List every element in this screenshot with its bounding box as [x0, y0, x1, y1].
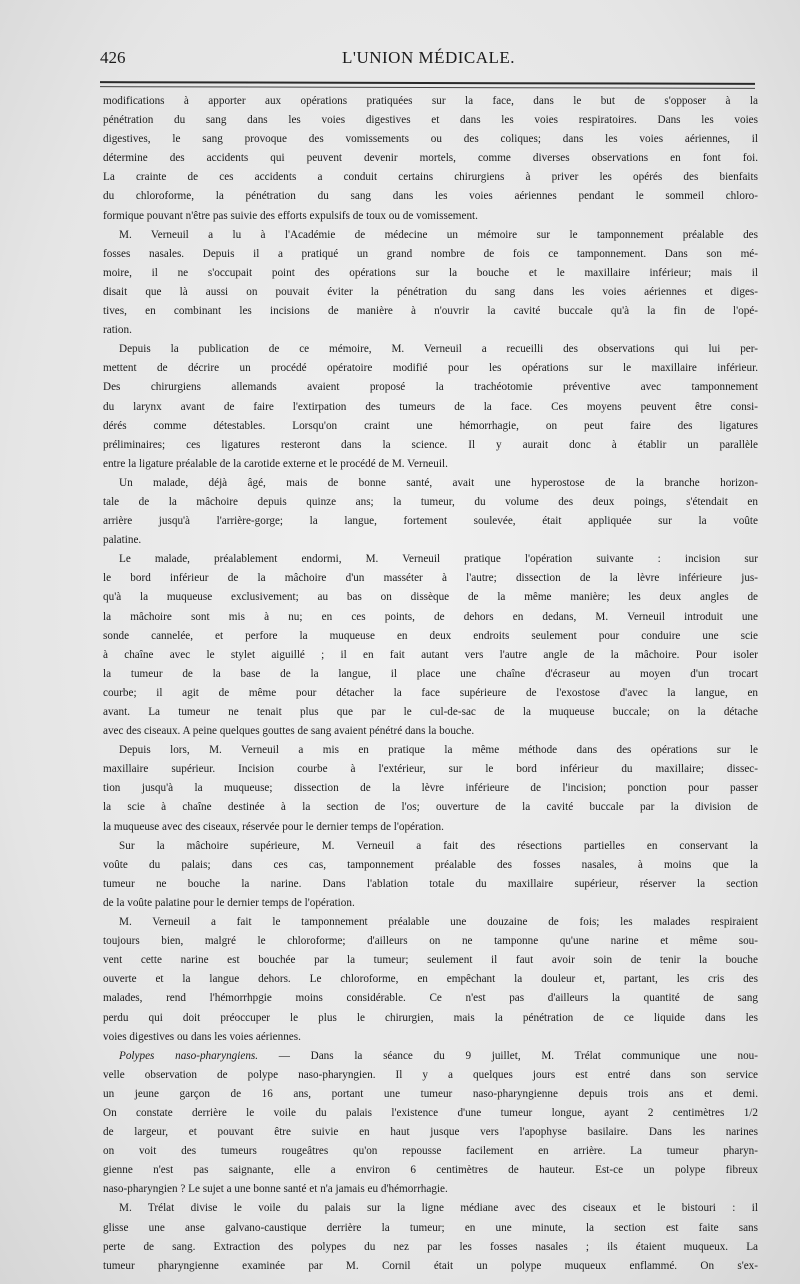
page-number: 426 [100, 48, 126, 67]
text-line [103, 1047, 758, 1066]
text-line [103, 302, 758, 321]
text-line [103, 531, 758, 550]
text-line [103, 1123, 758, 1142]
line-text: courbe; il agit de même pour détacher la face supérieure de l'exostose d'avec la langue, en [103, 686, 758, 699]
text-line [103, 359, 758, 378]
text-line [103, 1104, 758, 1123]
text-line [103, 684, 758, 703]
line-text: digestives, le sang provoque des vomissements ou des coliques; dans les voies aériennes, il [103, 133, 758, 146]
text-line [103, 837, 758, 856]
header-rule [100, 81, 755, 85]
text-line [103, 588, 758, 607]
line-text: M. Verneuil a fait le tamponnement préalable une douzaine de fois; les malades respiraient [119, 916, 758, 929]
text-line [103, 283, 758, 302]
line-text: formique pouvant n'être pas suivie des efforts expulsifs de toux ou de vomissement. [103, 209, 478, 222]
text-line [103, 1219, 758, 1238]
line-text: voûte du palais; dans ces cas, tamponnement préalable des fosses nasales, à moins que la [103, 858, 758, 871]
line-text: Des chirurgiens allemands avaient proposé la trachéotomie préventive avec tamponnement [103, 381, 758, 394]
text-line [103, 1009, 758, 1028]
text-line [103, 1028, 758, 1047]
text-line [103, 989, 758, 1008]
line-text: du chloroforme, la pénétration du sang dans les voies aériennes pendant le sommeil chloro- [103, 190, 758, 203]
line-text: ouverte et la langue dehors. Le chloroforme, en empêchant la douleur et, partant, les cris des [103, 973, 758, 986]
text-line [103, 455, 758, 474]
line-text: M. Trélat divise le voile du palais sur la ligne médiane avec des ciseaux et le bistouri : il [119, 1202, 758, 1215]
line-text: détermine des accidents qui peuvent devenir mortels, comme diverses observations en font foi. [103, 152, 758, 165]
line-text: Le malade, préalablement endormi, M. Verneuil pratique l'opération suivante : incision sur [119, 553, 758, 566]
text-line [103, 1238, 758, 1257]
line-text: palatine. [103, 534, 142, 547]
text-line [103, 207, 758, 226]
line-text: voies digestives ou dans les voies aériennes. [103, 1030, 301, 1043]
header-rule-thin [100, 86, 755, 89]
line-text: à chaîne avec le stylet aiguillé ; il en fait autant vers l'autre angle de la mâchoire. Pour isoler [103, 648, 758, 661]
text-line [103, 569, 758, 588]
line-text: du larynx avant de faire l'extirpation des tumeurs de la face. Ces moyens peuvent être consi- [103, 400, 758, 413]
line-text: tives, en combinant les incisions de manière à n'ouvrir la cavité buccale qu'à la fin de l'opé- [103, 305, 758, 318]
text-line [103, 1142, 758, 1161]
text-line [103, 321, 758, 340]
line-text: toujours bien, malgré le chloroforme; d'ailleurs on ne tamponne qu'une narine et même sou- [103, 935, 758, 948]
line-text: perdu qui doit préoccuper le plus le chirurgien, mais la pénétration de ce liquide dans les [103, 1011, 758, 1024]
line-text: Sur la mâchoire supérieure, M. Verneuil a fait des résections partielles en conservant la [119, 839, 758, 852]
line-text: la muqueuse avec des ciseaux, réservée pour le dernier temps de l'opération. [103, 820, 444, 833]
text-line [103, 168, 758, 187]
text-line [103, 665, 758, 684]
line-text: mettent de décrire un procédé opératoire modifié pour les opérations sur le maxillaire inférieur. [103, 362, 758, 375]
line-text: arrière jusqu'à l'arrière-gorge; la langue, fortement soulevée, était appliquée sur la voûte [103, 515, 758, 528]
text-line [103, 378, 758, 397]
text-line [103, 130, 758, 149]
text-line [103, 1085, 758, 1104]
line-text: M. Verneuil a lu à l'Académie de médecine un mémoire sur le tamponnement préalable des [119, 228, 758, 241]
text-line [103, 512, 758, 531]
line-text: on voit des tumeurs rougeâtres qu'on repousse facilement en arrière. La tumeur pharyn- [103, 1145, 758, 1158]
line-text: qu'à la muqueuse exclusivement; au bas on dissèque de la même manière; les deux angles de [103, 591, 758, 604]
line-text: Un malade, déjà âgé, mais de bonne santé, avait une hyperostose de la branche horizon- [119, 476, 758, 489]
line-text: tumeur ne bouche la narine. Dans l'ablation totale du maxillaire supérieur, réserver la section [103, 877, 758, 890]
text-line [103, 1066, 758, 1085]
line-text: pénétration du sang dans les voies digestives et dans les voies respiratoires. Dans les voies [103, 114, 758, 127]
body-text [103, 92, 758, 1276]
line-text: dérés comme détestables. Lorsqu'on craint une hémorrhagie, on peut faire des ligatures [103, 419, 758, 432]
text-line [103, 340, 758, 359]
line-text: On constate derrière le voile du palais l'existence d'une tumeur longue, ayant 2 centimètres 1/2 [103, 1106, 758, 1119]
line-text: avant. La tumeur ne tenait plus que par le cul-de-sac de la muqueuse buccale; on la détache [103, 706, 758, 718]
text-line [103, 474, 758, 493]
line-text: la mâchoire sont mis à nu; en ces points, de dehors en dedans, M. Verneuil introduit une [103, 610, 758, 623]
text-line [103, 187, 758, 206]
line-text: Depuis lors, M. Verneuil a mis en pratique la même méthode dans des opérations sur le [119, 744, 758, 757]
text-line [103, 245, 758, 264]
text-line [103, 1161, 758, 1180]
section-heading: Polypes naso-pharyngiens. [119, 1049, 259, 1062]
text-line [103, 798, 758, 817]
text-line [103, 149, 758, 168]
text-line [103, 398, 758, 417]
text-line [103, 856, 758, 875]
line-text: un jeune garçon de 16 ans, portant une tumeur naso-pharyngienne depuis trois ans et demi. [103, 1087, 758, 1100]
line-text: moire, il ne s'occupait point des opérations sur la bouche et le maxillaire inférieur; mais il [103, 266, 758, 279]
text-line [103, 493, 758, 512]
text-line [103, 226, 758, 245]
line-text: maxillaire supérieur. Incision courbe à l'extérieur, sur le bord inférieur du maxillaire; dissec- [103, 763, 758, 776]
line-text: préliminaires; ces ligatures resteront dans la science. Il y aurait donc à établir un parallèle [103, 438, 758, 451]
text-line [103, 779, 758, 798]
line-text: modifications à apporter aux opérations pratiquées sur la face, dans le but de s'opposer à la [103, 95, 758, 107]
text-line [103, 264, 758, 283]
line-text: Depuis la publication de ce mémoire, M. Verneuil a recueilli des observations qui lui per- [119, 343, 758, 356]
text-line [103, 741, 758, 760]
text-line [103, 818, 758, 837]
text-line [103, 1257, 758, 1276]
line-text: tumeur pharyngienne examinée par M. Cornil était un polype muqueux enflammé. On s'ex- [103, 1259, 758, 1272]
line-text: vent cette narine est bouchée par la tumeur; seulement il faut avoir soin de tenir la bouche [103, 954, 758, 967]
line-text: gienne n'est pas saignante, elle a environ 6 centimètres de hauteur. Est-ce un polype fibreux [103, 1164, 758, 1177]
text-line [103, 932, 758, 951]
line-text: le bord inférieur de la mâchoire d'un masséter à l'autre; dissection de la lèvre inférieure jus- [103, 572, 758, 585]
line-text: la scie à chaîne destinée à la section de l'os; ouverture de la cavité buccale par la division de [103, 801, 758, 814]
text-line [103, 111, 758, 130]
text-line [103, 608, 758, 627]
text-line [103, 1180, 758, 1199]
running-title: L'UNION MÉDICALE. [342, 48, 516, 67]
line-text: de largeur, et pouvant être suivie en haut jusque vers l'apophyse basilaire. Dans les narines [103, 1126, 758, 1139]
line-text: tion jusqu'à la muqueuse; dissection de la lèvre inférieure de l'incision; ponction pour passer [103, 782, 758, 795]
line-text: de la voûte palatine pour le dernier temps de l'opération. [103, 896, 355, 909]
line-text: sonde cannelée, et perfore la muqueuse en deux endroits seulement pour conduire une scie [103, 629, 758, 642]
line-text: disait que là aussi on pouvait éviter la pénétration du sang dans les voies aériennes et diges- [103, 285, 758, 298]
line-text: glisse une anse galvano-caustique derrière la tumeur; en une minute, la section est faite sans [103, 1221, 758, 1234]
text-line [103, 92, 758, 111]
text-line [103, 627, 758, 646]
text-line [103, 875, 758, 894]
text-line [103, 417, 758, 436]
line-text: avec des ciseaux. A peine quelques gouttes de sang avaient pénétré dans la bouche. [103, 725, 475, 738]
line-text: tale de la mâchoire depuis quinze ans; la tumeur, du volume des deux poings, s'étendait en [103, 495, 758, 508]
text-line [103, 1199, 758, 1218]
line-text: La crainte de ces accidents a conduit certains chirurgiens à priver les opérés des bienfaits [103, 171, 758, 184]
text-line [103, 894, 758, 913]
line-text: velle observation de polype naso-pharyngien. Il y a quelques jours est entré dans son service [103, 1068, 758, 1081]
text-line [103, 970, 758, 989]
text-line [103, 760, 758, 779]
line-text: — Dans la séance du 9 juillet, M. Trélat communique une nou- [258, 1049, 758, 1062]
line-text: ration. [103, 324, 132, 337]
page-header [100, 48, 750, 74]
text-line [103, 646, 758, 665]
line-text: naso-pharyngien ? Le sujet a une bonne santé et n'a jamais eu d'hémorrhagie. [103, 1183, 448, 1196]
line-text: fosses nasales. Depuis il a pratiqué un grand nombre de fois ce tamponnement. Dans son mé- [103, 247, 758, 260]
text-line [103, 951, 758, 970]
line-text: entre la ligature préalable de la carotide externe et le procédé de M. Verneuil. [103, 457, 448, 470]
text-line [103, 722, 758, 741]
text-line [103, 550, 758, 569]
line-text: la tumeur de la base de la langue, il place une chaîne d'écraseur au moyen d'un trocart [103, 667, 758, 680]
text-line [103, 913, 758, 932]
text-line [103, 703, 758, 722]
line-text: perte de sang. Extraction des polypes du nez par les fosses nasales ; ils étaient muqueux. La [103, 1240, 758, 1253]
text-line [103, 436, 758, 455]
line-text: malades, rend l'hémorrhpgie moins considérable. Ce n'est pas d'ailleurs la quantité de sang [103, 992, 758, 1005]
